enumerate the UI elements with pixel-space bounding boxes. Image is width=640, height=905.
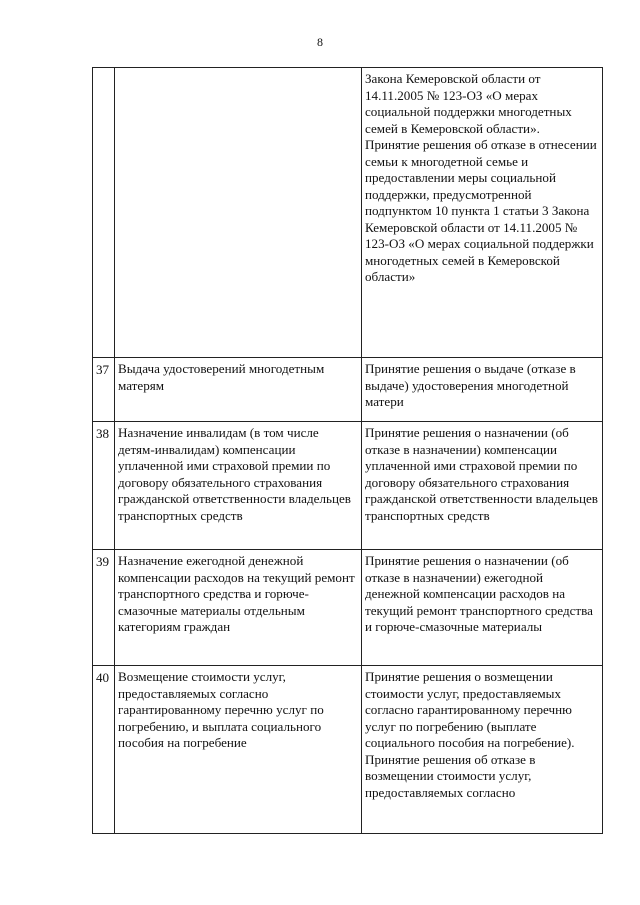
- decision-text: Принятие решения об отказе в отнесении семьи к многодетной семье и предоставлении меры социальной поддержки, предусмотренной подпунктом 10 пункта 1 статьи 3 Закона Кемеровской области от 14.11.2005 № 123-ОЗ «О мерах социальной поддержки многодетных семей в Кемеровской области»: [365, 137, 597, 284]
- table-row: [93, 68, 603, 358]
- row-number: [93, 68, 115, 358]
- row-number: 40: [93, 666, 115, 834]
- table-row: [93, 358, 603, 422]
- decision-text: Принятие решения о назначении (об отказе в назначении) ежегодной денежной компенсации расходов на текущий ремонт транспортного средства и горюче-смазочные материалы: [365, 553, 593, 634]
- decision-text: Закона Кемеровской области от 14.11.2005 № 123-ОЗ «О мерах социальной поддержки многодетных семей в Кемеровской области».: [365, 71, 572, 136]
- service-name: Назначение инвалидам (в том числе детям-инвалидам) компенсации уплаченной ими страховой премии по договору обязательного страхования гражданской ответственности владельцев транспортных средств: [115, 422, 362, 550]
- decision-cell: [362, 550, 603, 666]
- decision-cell: [362, 68, 603, 358]
- table-row: [93, 666, 603, 834]
- row-number: 38: [93, 422, 115, 550]
- decision-cell: [362, 666, 603, 834]
- decision-cell: [362, 422, 603, 550]
- page-number: 8: [317, 35, 323, 49]
- service-name: Возмещение стоимости услуг, предоставляемых согласно гарантированному перечню услуг по погребению, и выплата социального пособия на погребение: [115, 666, 362, 834]
- table-row: [93, 422, 603, 550]
- decision-text: Принятие решения о возмещении стоимости услуг, предоставляемых согласно гарантированному перечню услуг по погребению (выплате социального пособия на погребение).: [365, 669, 575, 750]
- services-table: [92, 67, 603, 834]
- decision-cell: [362, 358, 603, 422]
- decision-text: Принятие решения о выдаче (отказе в выдаче) удостоверения многодетной матери: [365, 361, 576, 409]
- decision-text: Принятие решения об отказе в возмещении стоимости услуг, предоставляемых согласно: [365, 751, 536, 800]
- table-row: [93, 550, 603, 666]
- service-name: [115, 68, 362, 358]
- service-name: Назначение ежегодной денежной компенсации расходов на текущий ремонт транспортного средства и горюче-смазочные материалы отдельным категориям граждан: [115, 550, 362, 666]
- row-number: 37: [93, 358, 115, 422]
- service-name: Выдача удостоверений многодетным матерям: [115, 358, 362, 422]
- row-number: 39: [93, 550, 115, 666]
- decision-text: Принятие решения о назначении (об отказе в назначении) компенсации уплаченной ими страховой премии по договору обязательного страхования гражданской ответственности владельцев транспортных средств: [365, 425, 598, 523]
